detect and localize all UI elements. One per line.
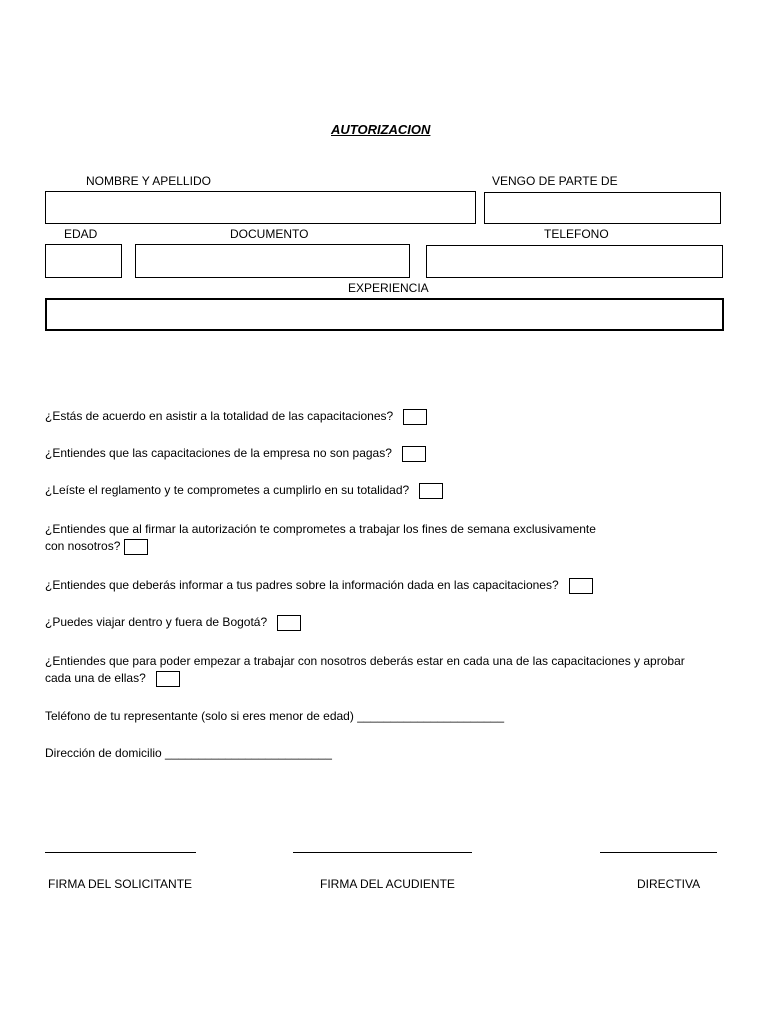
question-6 [45, 614, 301, 631]
question-1 [45, 408, 427, 425]
nombre-field[interactable] [45, 191, 476, 224]
question-5 [45, 577, 593, 594]
page-title: AUTORIZACION [331, 122, 431, 137]
question-7 [45, 653, 685, 687]
signature-line-directiva[interactable] [600, 852, 717, 853]
documento-field[interactable] [135, 244, 410, 278]
question-6-checkbox[interactable] [277, 615, 301, 631]
question-1-checkbox[interactable] [403, 409, 427, 425]
question-7-text-line2: cada una de ellas? [45, 671, 146, 685]
question-7-text-line1: ¿Entiendes que para poder empezar a trabajar con nosotros deberás estar en cada una de las capacitaciones y aprobar [45, 654, 685, 668]
experiencia-field[interactable] [45, 298, 724, 331]
question-2-text: ¿Entiendes que las capacitaciones de la empresa no son pagas? [45, 446, 392, 460]
question-4-text-line2: con nosotros? [45, 539, 121, 553]
question-4-text-line1: ¿Entiendes que al firmar la autorización te comprometes a trabajar los fines de semana exclusivamente [45, 522, 596, 536]
question-6-text: ¿Puedes viajar dentro y fuera de Bogotá? [45, 615, 268, 629]
question-4 [45, 521, 596, 555]
vengo-field[interactable] [484, 192, 721, 224]
telefono-label: TELEFONO [544, 227, 609, 241]
signature-line-acudiente[interactable] [293, 852, 472, 853]
question-3-text: ¿Leíste el reglamento y te comprometes a cumplirlo en su totalidad? [45, 483, 410, 497]
experiencia-label: EXPERIENCIA [348, 281, 429, 295]
signature-line-solicitante[interactable] [45, 852, 196, 853]
edad-field[interactable] [45, 244, 122, 278]
question-4-checkbox[interactable] [124, 539, 148, 555]
question-5-text: ¿Entiendes que deberás informar a tus padres sobre la información dada en las capacitaciones? [45, 578, 559, 592]
signature-label-directiva: DIRECTIVA [637, 877, 701, 891]
question-7-checkbox[interactable] [156, 671, 180, 687]
vengo-label: VENGO DE PARTE DE [492, 174, 618, 188]
direccion-line[interactable]: Dirección de domicilio _________________________ [45, 746, 332, 760]
nombre-label: NOMBRE Y APELLIDO [86, 174, 211, 188]
signature-label-solicitante: FIRMA DEL SOLICITANTE [48, 877, 193, 891]
documento-label: DOCUMENTO [230, 227, 309, 241]
signature-label-acudiente: FIRMA DEL ACUDIENTE [320, 877, 455, 891]
question-1-text: ¿Estás de acuerdo en asistir a la totalidad de las capacitaciones? [45, 409, 394, 423]
question-5-checkbox[interactable] [569, 578, 593, 594]
question-2-checkbox[interactable] [402, 446, 426, 462]
telefono-representante-line[interactable]: Teléfono de tu representante (solo si eres menor de edad) ______________________ [45, 709, 505, 723]
edad-label: EDAD [64, 227, 98, 241]
question-2 [45, 445, 426, 462]
question-3 [45, 482, 443, 499]
question-3-checkbox[interactable] [419, 483, 443, 499]
telefono-field[interactable] [426, 245, 723, 278]
